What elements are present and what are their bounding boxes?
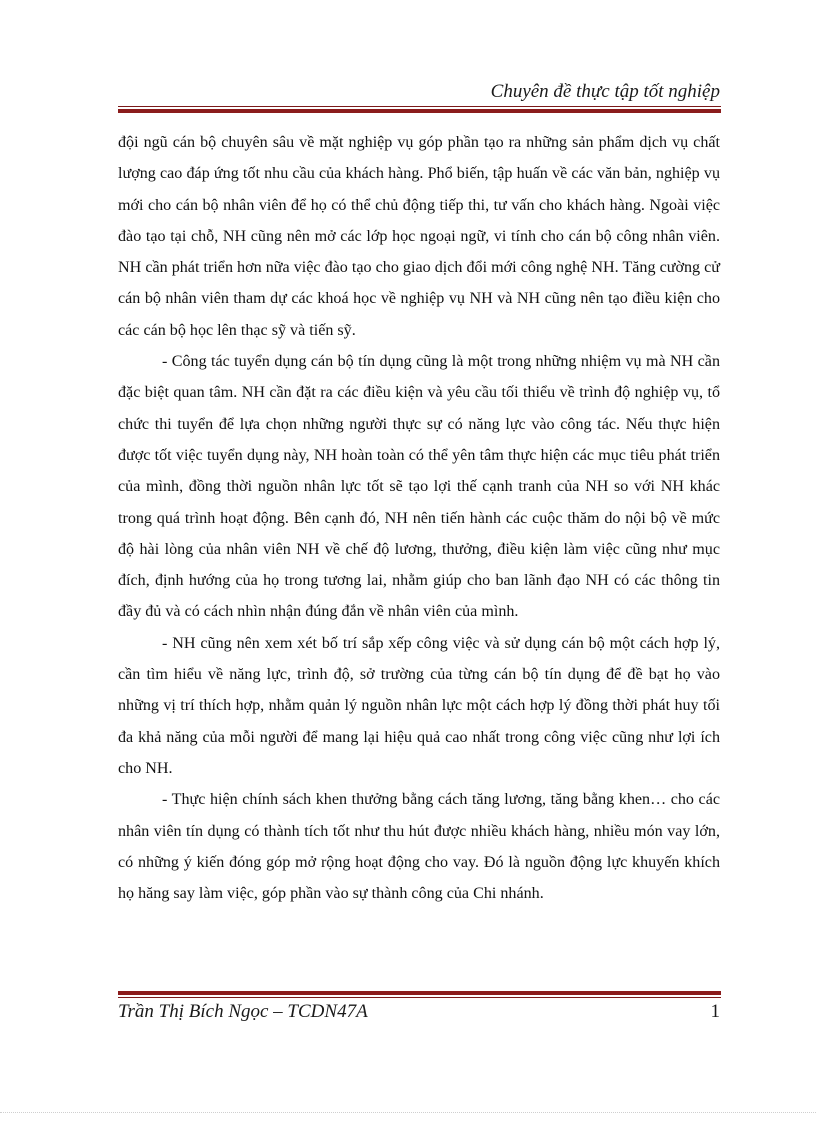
page-edge-divider	[0, 1112, 816, 1113]
paragraph-recruitment: - Công tác tuyển dụng cán bộ tín dụng cũng là một trong những nhiệm vụ mà NH cần đặc biệt quan tâm. NH cần đặt ra các điều kiện và yêu cầu tối thiểu về trình độ nghiệp vụ, tổ chức thi tuyển để lựa chọn những người thực sự có năng lực vào công tác. Nếu thực hiện được tốt việc tuyển dụng này, NH hoàn toàn có thể yên tâm thực hiện các mục tiêu phát triển của mình, đồng thời nguồn nhân lực tốt sẽ tạo lợi thế cạnh tranh của NH so với NH khác trong quá trình hoạt động. Bên cạnh đó, NH nên tiến hành các cuộc thăm do nội bộ về mức độ hài lòng của nhân viên NH về chế độ lương, thưởng, điều kiện làm việc cũng như mục đích, định hướng của họ trong tương lai, nhằm giúp cho ban lãnh đạo NH có các thông tin đầy đủ và có cách nhìn nhận đúng đắn về nhân viên của mình.	[118, 353, 720, 621]
footer-rule-thick	[118, 991, 721, 995]
paragraph-arrangement: - NH cũng nên xem xét bố trí sắp xếp công việc và sử dụng cán bộ một cách hợp lý, cần tìm hiểu về năng lực, trình độ, sở trường của từng cán bộ tín dụng để đề bạt họ vào những vị trí thích hợp, nhằm quản lý nguồn nhân lực một cách hợp lý đồng thời phát huy tối đa khả năng của mỗi người để mang lại hiệu quả cao nhất trong công việc cũng như lợi ích cho NH.	[118, 634, 720, 777]
header-title: Chuyên đề thực tập tốt nghiệp	[490, 81, 720, 102]
body-text	[118, 127, 720, 909]
footer-author: Trần Thị Bích Ngọc – TCDN47A	[118, 1001, 368, 1022]
header-rule-thick	[118, 109, 721, 113]
page-number: 1	[710, 1001, 720, 1022]
paragraph-training: đội ngũ cán bộ chuyên sâu về mặt nghiệp vụ góp phần tạo ra những sản phẩm dịch vụ chất lượng cao đáp ứng tốt nhu cầu của khách hàng. Phổ biến, tập huấn về các văn bản, nghiệp vụ mới cho cán bộ nhân viên để họ có thể chủ động tiếp thi, tư vấn cho khách hàng. Ngoài việc đào tạo tại chỗ, NH cũng nên mở các lớp học ngoại ngữ, vi tính cho cán bộ công nhân viên. NH cần phát triển hơn nữa việc đào tạo cho giao dịch đổi mới công nghệ NH. Tăng cường cử cán bộ nhân viên tham dự các khoá học về nghiệp vụ NH và NH cũng nên tạo điều kiện cho các cán bộ học lên thạc sỹ và tiến sỹ.	[118, 134, 720, 339]
header-rule-thin	[118, 106, 721, 107]
footer-rule-thin	[118, 997, 721, 998]
paragraph-rewards: - Thực hiện chính sách khen thưởng bằng cách tăng lương, tăng bằng khen… cho các nhân viên tín dụng có thành tích tốt như thu hút được nhiều khách hàng, nhiều món vay lớn, có những ý kiến đóng góp mở rộng hoạt động cho vay. Đó là nguồn động lực khuyến khích họ hăng say làm việc, góp phần vào sự thành công của Chi nhánh.	[118, 791, 720, 903]
